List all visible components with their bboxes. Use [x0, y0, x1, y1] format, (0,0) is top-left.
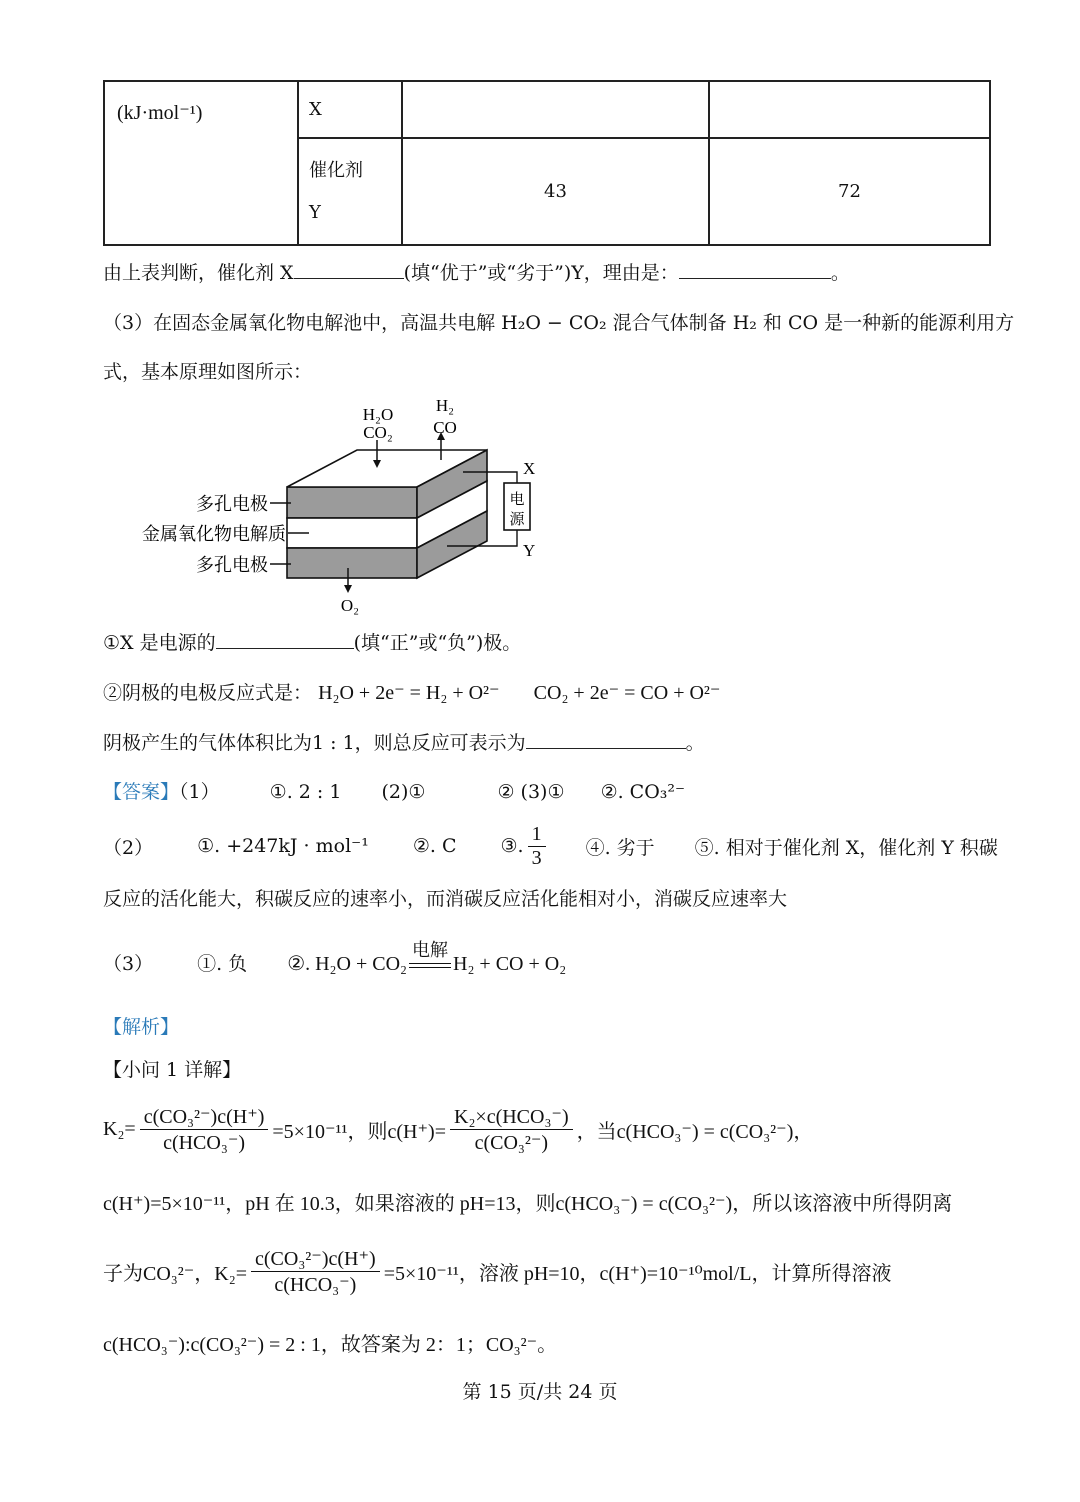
equation-text: ，当c(HCO₃⁻) = c(CO₃²⁻)， — [576, 1120, 814, 1143]
numerator: c(CO₃²⁻)c(H⁺) — [251, 1246, 380, 1272]
answer-part: ①. 负 — [197, 953, 248, 975]
bottom-electrode-front — [287, 548, 417, 578]
o2-output: O₂ — [340, 596, 360, 615]
denominator: c(HCO₃⁻) — [274, 1273, 357, 1296]
out-gas-1: H₂ — [435, 396, 455, 415]
answer-blank — [526, 748, 686, 749]
answer-part: ②. C — [412, 835, 457, 857]
analysis-tag: 【解析】 — [103, 1016, 180, 1038]
answer-part: ①. +247kJ · mol⁻¹ — [197, 835, 369, 857]
sub-question-2 — [103, 678, 720, 705]
answer-part: （2） — [103, 836, 154, 859]
analysis-subtag: 【小问 1 详解】 — [103, 1059, 242, 1081]
sub3-text-1: 阴极产生的气体体积比为1 : 1，则总反应可表示为 — [103, 732, 526, 754]
in-gas-1: H₂O — [362, 405, 394, 424]
terminal-x: X — [523, 459, 536, 478]
fraction — [528, 823, 546, 870]
analysis-row-3 — [103, 1236, 891, 1306]
label-bottom-electrode: 多孔电极 — [196, 555, 268, 576]
answer-part: ①. 2 : 1 — [269, 781, 342, 803]
catalyst-x-label: X — [309, 99, 322, 120]
answer-part: （1） — [179, 781, 220, 803]
condition-label: 电解 — [412, 940, 449, 961]
equation-text: =5×10⁻¹¹，则c(H⁺)= — [272, 1120, 446, 1143]
x-value-1 — [402, 81, 709, 138]
label-electrolyte: 金属氧化物电解质 — [142, 524, 286, 545]
cathode-equation-2: CO₂ + 2e⁻ = CO + O²⁻ — [533, 682, 721, 704]
catalyst-y-cell — [298, 138, 402, 245]
sub-question-3 — [103, 728, 705, 755]
q3-line-1: （3）在固态金属氧化物电解池中，高温共电解 H₂O − CO₂ 混合气体制备 H₂ 和 CO 是一种新的能源利用方 — [103, 312, 1015, 334]
denominator: c(HCO₃⁻) — [163, 1131, 246, 1154]
catalyst-y-label-2: Y — [309, 201, 321, 223]
answer-part: ②. H₂O + CO₂ — [287, 953, 408, 975]
electrolysis-diagram — [95, 390, 555, 620]
catalyst-y-label-1: 催化剂 — [309, 159, 363, 181]
terminal-y: Y — [523, 541, 536, 560]
analysis-row-1 — [103, 1093, 813, 1165]
answer-part: ⑤. 相对于催化剂 X，催化剂 Y 积碳 — [694, 836, 998, 859]
q3-line-2: 式，基本原理如图所示： — [103, 361, 313, 383]
q2-text-2: (填“优于”或“劣于”)Y，理由是： — [403, 262, 679, 284]
y-value-2: 72 — [709, 138, 990, 245]
catalyst-x-cell — [298, 81, 402, 138]
answer-blank — [679, 278, 831, 279]
q2-text-3: 。 — [830, 262, 850, 284]
answer-line-3: 反应的活化能大，积碳反应的速率小，而消碳反应活化能相对小，消碳反应速率大 — [103, 888, 788, 910]
answer-line-4 — [103, 926, 566, 976]
fraction — [251, 1246, 380, 1297]
sub3-text-2: 。 — [685, 732, 705, 754]
power-label-1: 电 — [509, 490, 525, 508]
answer-line-1 — [103, 777, 685, 804]
page-footer: 第 15 页/共 24 页 — [462, 1381, 618, 1403]
down-arrow-icon — [344, 585, 352, 593]
fraction — [140, 1104, 269, 1155]
label-top-electrode: 多孔电极 — [196, 494, 268, 515]
power-label-2: 源 — [509, 510, 525, 528]
x-value-2 — [709, 81, 990, 138]
equal-sign — [409, 963, 451, 968]
equation-text: 子为CO₃²⁻，K₂= — [103, 1262, 248, 1285]
answer-part: (2)① — [381, 781, 426, 803]
answer-tag: 【答案】 — [103, 781, 180, 803]
k2-label: K₂= — [103, 1117, 136, 1140]
in-gas-2: CO₂ — [363, 423, 393, 442]
q2-judgement-line — [103, 258, 850, 285]
fraction — [450, 1104, 573, 1155]
row-label-cell — [104, 81, 298, 245]
answer-part: ④. 劣于 — [585, 836, 655, 859]
cathode-equation-1: H₂O + 2e⁻ = H₂ + O²⁻ — [318, 682, 500, 704]
q2-text-1: 由上表判断，催化剂 X — [103, 262, 294, 284]
top-electrode-front — [287, 487, 417, 518]
answer-part: ③. — [500, 835, 524, 857]
answer-part: ②. CO₃²⁻ — [600, 781, 686, 803]
answer-part: ② (3)① — [497, 781, 565, 803]
sub2-text: ②阴极的电极反应式是： — [103, 682, 313, 704]
sub-question-1 — [103, 628, 521, 655]
answer-blank — [294, 278, 404, 279]
denominator: 3 — [531, 846, 542, 869]
answer-blank — [216, 648, 354, 649]
row-label: (kJ·mol⁻¹) — [117, 102, 203, 124]
answer-line-2 — [103, 818, 998, 874]
numerator: 1 — [528, 823, 546, 847]
data-table — [103, 80, 991, 246]
reaction-condition — [409, 936, 451, 976]
out-gas-2: CO — [433, 418, 457, 437]
sub1-text-2: (填“正”或“负”)极。 — [353, 632, 522, 654]
answer-part: H₂ + CO + O₂ — [453, 953, 567, 975]
analysis-row-4: c(HCO₃⁻):c(CO₃²⁻) = 2 : 1，故答案为 2：1；CO₃²⁻。 — [103, 1334, 558, 1356]
answer-part: （3） — [103, 953, 154, 975]
numerator: c(CO₃²⁻)c(H⁺) — [140, 1104, 269, 1130]
denominator: c(CO₃²⁻) — [474, 1131, 549, 1154]
sub1-text-1: ①X 是电源的 — [103, 632, 216, 654]
y-value-1: 43 — [402, 138, 709, 245]
numerator: K₂×c(HCO₃⁻) — [450, 1104, 573, 1130]
analysis-row-2: c(H⁺)=5×10⁻¹¹，pH 在 10.3，如果溶液的 pH=13，则c(HCO₃⁻) = c(CO₃²⁻)，所以该溶液中所得阴离 — [103, 1193, 953, 1215]
equation-text: =5×10⁻¹¹，溶液 pH=10，c(H⁺)=10⁻¹⁰mol/L，计算所得溶液 — [383, 1262, 892, 1285]
